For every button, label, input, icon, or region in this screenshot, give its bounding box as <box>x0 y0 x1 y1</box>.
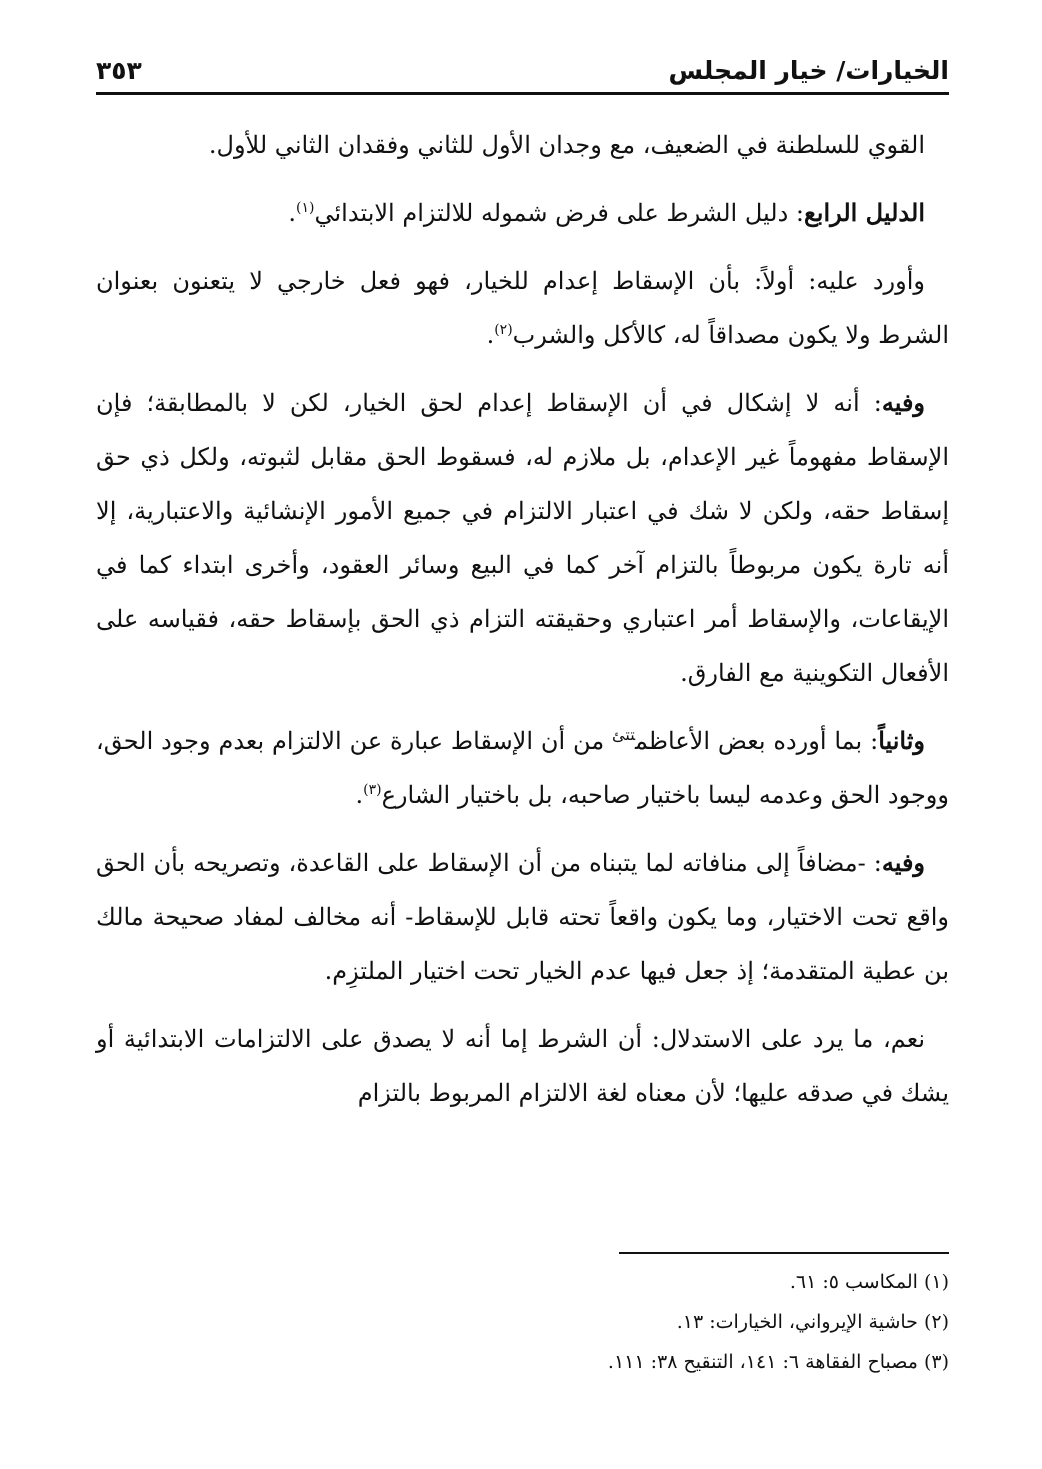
running-header <box>96 42 949 95</box>
paragraph-1 <box>96 118 949 172</box>
page-number: ٣٥٣ <box>96 56 142 85</box>
footnote-ref-1[interactable]: (١) <box>296 200 315 216</box>
paragraph-5-lead: وثانياً <box>878 726 926 755</box>
paragraph-6 <box>96 836 949 998</box>
footnote-ref-2[interactable]: (٢) <box>494 322 513 338</box>
paragraph-4-text: : أنه لا إشكال في أن الإسقاط إعدام لحق الخيار، لكن لا بالمطابقة؛ فإن الإسقاط مفهوماً غير الإعدام، بل ملازم له، فسقوط الحق مقابل لثبوته، ولكل ذي حق إسقاط حقه، ولكن لا شك في اعتبار الالتزام في جميع الأمور الإنشائية والاعتبارية، إلا أنه تارة يكون مربوطاً بالتزام آخر كما في البيع وسائر العقود، وأخرى ابتداء كما في الإيقاعات، والإسقاط أمر اعتباري وحقيقته التزام ذي الحق بإسقاط حقه، فقياسه على الأفعال التكوينية مع الفارق. <box>96 389 950 687</box>
paragraph-2-text: : دليل الشرط على فرض شموله للالتزام الابتدائي <box>314 199 804 227</box>
body-text <box>96 118 949 1134</box>
paragraph-2-lead: الدليل الرابع <box>803 198 925 227</box>
paragraph-1-text: القوي للسلطنة في الضعيف، مع وجدان الأول للثاني وفقدان الثاني للأول. <box>208 131 925 159</box>
paragraph-5-tail: . <box>355 781 364 809</box>
footnotes <box>96 1262 949 1382</box>
book-page <box>96 0 949 1469</box>
paragraph-4-lead: وفيه <box>881 388 925 417</box>
footnote-3: (٣) مصباح الفقاهة ٦: ١٤١، التنقيح ٣٨: ١١١. <box>607 1351 949 1373</box>
paragraph-5-text-cont: من أن الإسقاط عبارة عن الالتزام بعدم وجود الحق، ووجود الحق وعدمه ليسا باختيار صاحبه، بل باختيار الشارع <box>96 727 949 809</box>
paragraph-5 <box>96 714 949 822</box>
paragraph-7-text: نعم، ما يرد على الاستدلال: أن الشرط إما أنه لا يصدق على الالتزامات الابتدائية أو يشك في صدقه عليها؛ لأن معناه لغة الالتزام المربوط بالتزام <box>96 1025 949 1107</box>
paragraph-6-text: : -مضافاً إلى منافاته لما يتبناه من أن الإسقاط على القاعدة، وتصريحه بأن الحق واقع تحت الاختيار، وما يكون واقعاً تحته قابل للإسقاط- أنه مخالف لمفاد صحيحة مالك بن عطية المتقدمة؛ إذ جعل فيها عدم الخيار تحت اختيار الملتزِم. <box>96 849 949 985</box>
paragraph-2 <box>96 186 949 240</box>
footnote-2: (٢) حاشية الإيرواني، الخيارات: ١٣. <box>676 1311 949 1333</box>
footnote-divider <box>619 1252 949 1254</box>
paragraph-3 <box>96 254 949 362</box>
footnote-1: (١) المكاسب ٥: ٦١. <box>789 1271 949 1293</box>
paragraph-7 <box>96 1012 949 1120</box>
paragraph-3-text: وأورد عليه: أولاً: بأن الإسقاط إعدام للخيار، فهو فعل خارجي لا يتعنون بعنوان الشرط ولا يكون مصداقاً له، كالأكل والشرب <box>96 267 949 349</box>
paragraph-5-text: : بما أورده بعض الأعاظم <box>635 727 879 755</box>
paragraph-2-tail: . <box>288 199 297 227</box>
honorific-mark: تتئ <box>612 725 636 744</box>
paragraph-6-lead: وفيه <box>881 848 925 877</box>
chapter-title: الخيارات/ خيار المجلس <box>668 56 949 85</box>
paragraph-4 <box>96 376 949 700</box>
footnote-ref-3[interactable]: (٣) <box>363 782 382 798</box>
paragraph-3-tail: . <box>486 321 495 349</box>
